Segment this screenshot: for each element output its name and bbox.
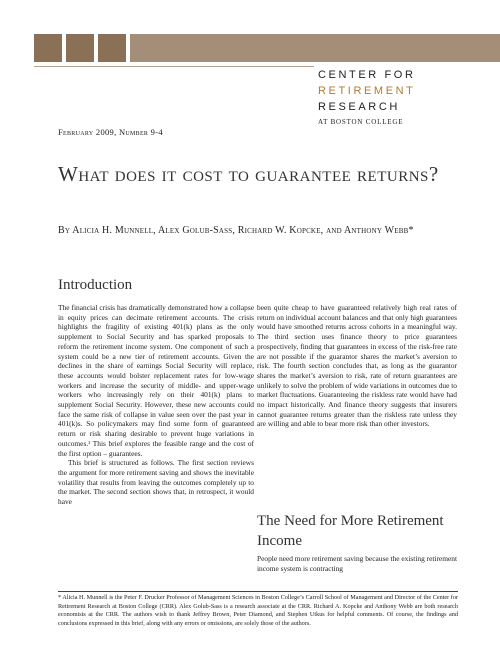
intro-paragraph-3: been quite cheap to have guaranteed relatively high real rates of return on individual account balances and that only high guarantees would have smoothed returns across cohorts in a meaningful way. The third section uses finance theory to price guarantees prospectively, finding that guarantees in excess of the risk-free rate are not possible if the guarantor shares the market’s aversion to risk. The fourth section concludes that, as long as the guarantor shares the market’s aversion to risk, rate of return guarantees are unlikely to solve the problem of wide variations in outcomes due to market fluctuations. Guaranteeing the riskless rate would have had no impact historically. And finance theory suggests that insurers cannot guarantee returns greater than the riskless rate unless they are willing and able to bear more risk than other investors. (257, 303, 457, 429)
page-title: What does it cost to guarantee returns? (58, 162, 439, 186)
author-line: By Alicia H. Munnell, Alex Golub-Sass, Richard W. Kopcke, and Anthony Webb* (58, 225, 414, 236)
logo-line-3: RESEARCH (318, 101, 400, 113)
footnote-text: * Alicia H. Munnell is the Peter F. Drucker Professor of Management Sciences in Boston College’s Carroll School of Management and Director of the Center for Retirement Research at Boston College (CRR). Alex Golub-Sass is a research associate at the CRR. Richard A. Kopcke and Anthony Webb are both research economists at the CRR. The authors wish to thank Jeffrey Brown, Peter Diamond, and Stephen Utkus for helpful comments. Of course, the findings and conclusions expressed in this brief, along with any errors or omissions, are solely those of the authors. (58, 594, 458, 627)
header-bar (130, 34, 500, 62)
crr-logo (318, 67, 468, 129)
header-rule (34, 66, 314, 67)
footnote-rule (58, 591, 458, 592)
header-square-1 (34, 34, 62, 62)
header-band (0, 34, 500, 62)
right-column-lower (257, 554, 457, 573)
logo-line-1: CENTER FOR (318, 69, 416, 81)
need-paragraph-1: People need more retirement saving because the existing retirement income system is contracting (257, 554, 457, 573)
issue-date: February 2009, Number 9-4 (58, 127, 163, 137)
footnote (58, 594, 458, 628)
intro-paragraph-2: This brief is structured as follows. The first section reviews the argument for more retirement saving and shows the inevitable volatility that results from leaving the outcomes completely up to the market. The second section shows that, in retrospect, it would have (58, 458, 254, 507)
right-column (257, 303, 457, 429)
section-heading-introduction: Introduction (58, 277, 133, 293)
header-square-2 (66, 34, 94, 62)
logo-line-4: AT BOSTON COLLEGE (318, 118, 404, 126)
section-heading-need: The Need for More Retirement Income (257, 513, 444, 549)
logo-line-2: RETIREMENT (318, 85, 416, 97)
left-column (58, 303, 254, 507)
header-square-3 (98, 34, 126, 62)
intro-paragraph-1: The financial crisis has dramatically demonstrated how a collapse in equity prices can decimate retirement accounts. The crisis highlights the fragility of existing 401(k) plans as the only supplement to Social Security and has sparked proposals to reform the retirement income system. One component of such a system could be a new tier of retirement accounts. Given the declines in the share of earnings Social Security will replace, these accounts would bolster replacement rates for low-wage workers and increase the security of middle- and upper-wage workers who increasingly rely on their 401(k) plans to supplement Social Security. However, these new accounts could face the same risk of collapse in value seen over the past year in 401(k)s. So policymakers may find some form of guaranteed return or risk sharing desirable to prevent huge variations in outcomes.¹ This brief explores the feasible range and the cost of the first option – guarantees. (58, 303, 254, 458)
